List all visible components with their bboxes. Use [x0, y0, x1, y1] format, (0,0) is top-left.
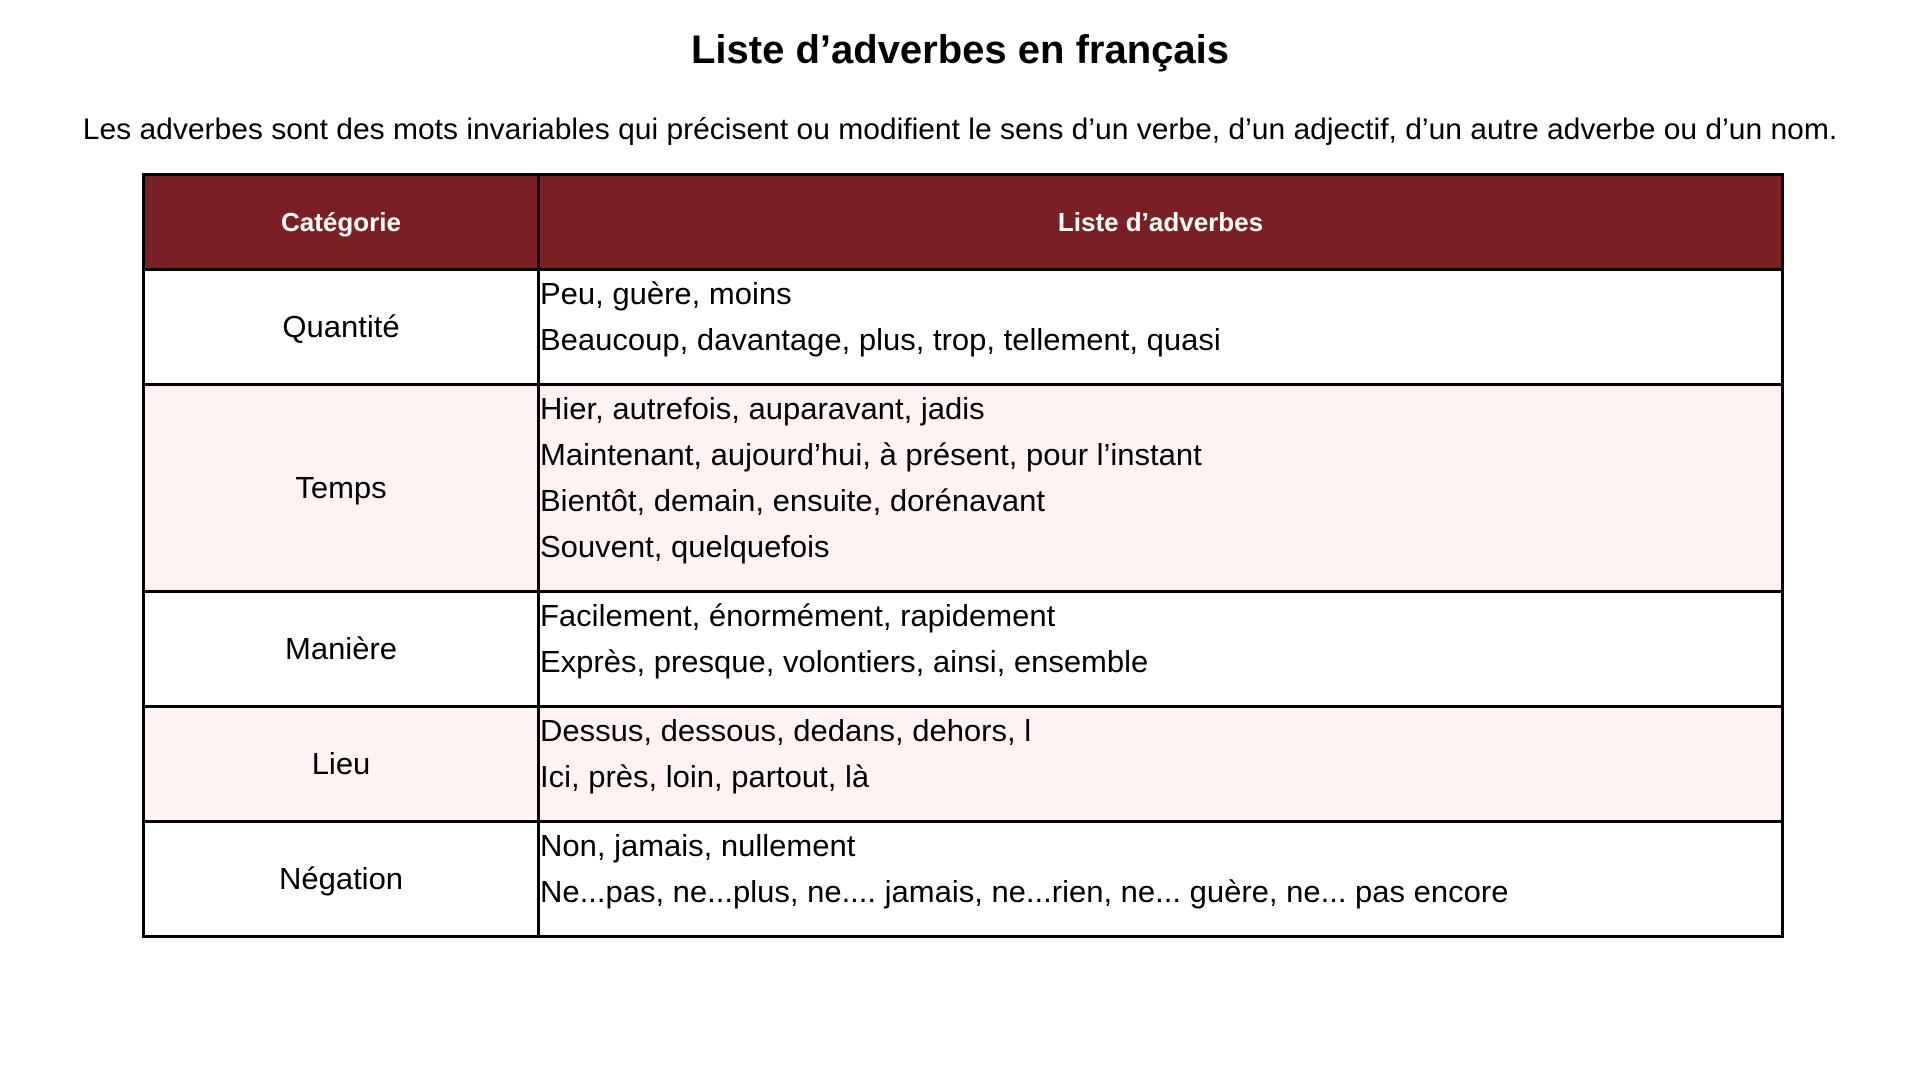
adverb-list-cell [539, 385, 1783, 592]
category-cell: Quantité [144, 270, 539, 385]
category-cell: Temps [144, 385, 539, 592]
adverb-line: Dessus, dessous, dedans, dehors, l [540, 713, 1032, 748]
adverbs-table [142, 173, 1784, 938]
header-category: Catégorie [144, 175, 539, 270]
adverb-line: Ne...pas, ne...plus, ne.... jamais, ne...rien, ne... guère, ne... pas encore [540, 874, 1509, 909]
adverb-list-cell [539, 822, 1783, 937]
table-row-lieu [144, 707, 1783, 822]
adverb-list-cell [539, 270, 1783, 385]
adverb-line: Facilement, énormément, rapidement [540, 598, 1056, 633]
adverb-list-cell [539, 592, 1783, 707]
table-row-temps [144, 385, 1783, 592]
table-row-negation [144, 822, 1783, 937]
adverb-line: Hier, autrefois, auparavant, jadis [540, 391, 985, 426]
adverb-line: Souvent, quelquefois [540, 529, 830, 564]
category-cell: Lieu [144, 707, 539, 822]
table-header-row [144, 175, 1783, 270]
page-title: Liste d’adverbes en français [690, 28, 1229, 72]
adverb-line: Ici, près, loin, partout, là [540, 759, 870, 794]
intro-text: Les adverbes sont des mots invariables qui précisent ou modifient le sens d’un verbe, d’un adjectif, d’un autre adverbe ou d’un nom. [82, 113, 1838, 146]
header-adverb-list: Liste d’adverbes [539, 175, 1783, 270]
table-row-quantite [144, 270, 1783, 385]
adverb-line: Maintenant, aujourd’hui, à présent, pour l’instant [540, 437, 1202, 472]
adverb-line: Bientôt, demain, ensuite, dorénavant [540, 483, 1045, 518]
adverb-line: Exprès, presque, volontiers, ainsi, ensemble [540, 644, 1149, 679]
category-cell: Négation [144, 822, 539, 937]
adverb-line: Beaucoup, davantage, plus, trop, tellement, quasi [540, 322, 1221, 357]
category-cell: Manière [144, 592, 539, 707]
table-row-maniere [144, 592, 1783, 707]
adverb-line: Non, jamais, nullement [540, 828, 856, 863]
adverb-list-cell [539, 707, 1783, 822]
adverb-line: Peu, guère, moins [540, 276, 792, 311]
